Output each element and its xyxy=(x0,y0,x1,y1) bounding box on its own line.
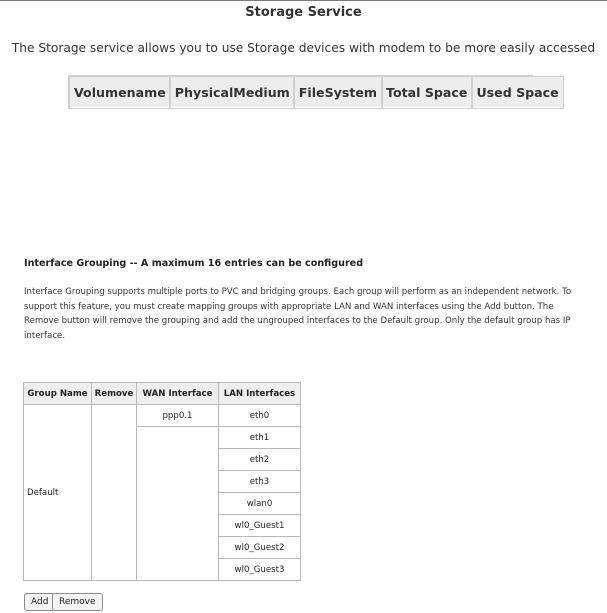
table-row xyxy=(24,405,301,427)
remove-cell xyxy=(92,405,137,581)
storage-table xyxy=(69,76,564,108)
col-volumename: Volumename xyxy=(70,77,171,108)
interface-grouping-heading: Interface Grouping -- A maximum 16 entries can be configured xyxy=(24,258,364,269)
lan-interface-cell: eth1 xyxy=(219,427,301,449)
lan-interface-cell: wl0_Guest1 xyxy=(219,515,301,537)
col-lan-interfaces: LAN Interfaces xyxy=(219,383,301,405)
lan-interface-cell: eth0 xyxy=(219,405,301,427)
col-total-space: Total Space xyxy=(382,77,472,108)
group-name-cell: Default xyxy=(24,405,92,581)
col-file-system: FileSystem xyxy=(294,77,381,108)
col-used-space: Used Space xyxy=(472,77,563,108)
col-group-name: Group Name xyxy=(24,383,92,405)
storage-header-row xyxy=(70,77,564,108)
lan-interface-cell: wlan0 xyxy=(219,493,301,515)
lan-interface-cell: wl0_Guest3 xyxy=(219,559,301,581)
col-wan-interface: WAN Interface xyxy=(137,383,219,405)
interface-grouping-description: Interface Grouping supports multiple ports to PVC and bridging groups. Each group will perform as an independent network. To support this feature, you must create mapping groups with appropriate LAN and WAN interfaces using the Add button. The Remove button will remove the grouping and add the ungrouped interfaces to the Default group. Only the default group has IP interface. xyxy=(24,287,572,342)
col-remove: Remove xyxy=(92,383,137,405)
interface-group-table xyxy=(23,382,301,581)
page-title: Storage Service xyxy=(245,5,362,20)
storage-intro: The Storage service allows you to use Storage devices with modem to be more easily accessed xyxy=(11,41,596,55)
wan-interface-cell: ppp0.1 xyxy=(137,405,219,427)
add-button[interactable]: Add xyxy=(24,593,55,611)
top-divider xyxy=(0,0,607,1)
lan-interface-cell: eth2 xyxy=(219,449,301,471)
remove-button[interactable]: Remove xyxy=(52,593,103,611)
wan-empty-cell xyxy=(137,427,219,581)
group-header-row xyxy=(24,383,301,405)
col-physical-medium: PhysicalMedium xyxy=(170,77,294,108)
lan-interface-cell: eth3 xyxy=(219,471,301,493)
lan-interface-cell: wl0_Guest2 xyxy=(219,537,301,559)
